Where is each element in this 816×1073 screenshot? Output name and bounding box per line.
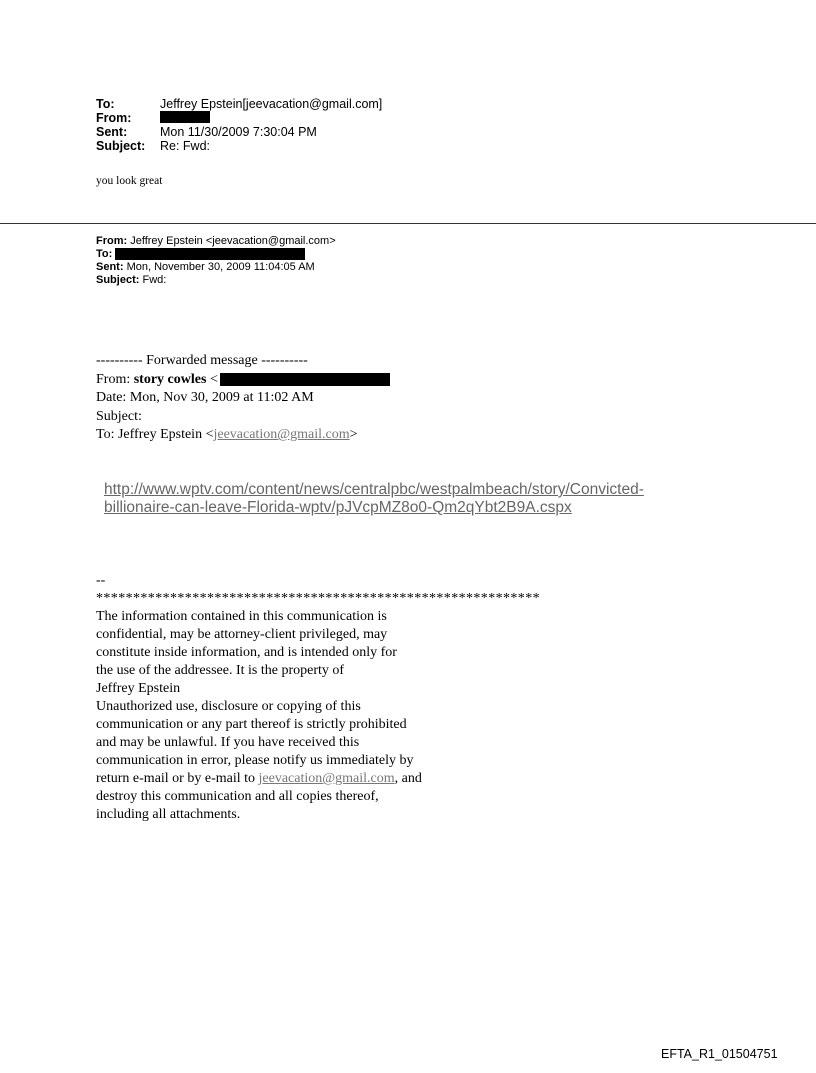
from-label-2: From: (96, 235, 128, 247)
notice-line: constitute inside information, and is intended only for (96, 645, 397, 660)
subject-value-2: Fwd: (142, 274, 167, 286)
article-link[interactable] (104, 481, 704, 517)
document-id: EFTA_R1_01504751 (661, 1047, 778, 1061)
redaction-box (160, 111, 210, 123)
notice-return-suffix: , and (394, 771, 422, 786)
sent-row (96, 125, 382, 139)
notice-line: communication or any part thereof is strictly prohibited (96, 717, 407, 732)
forward-separator: ---------- Forwarded message ---------- (96, 353, 308, 368)
signature-stars: ************************************************************ (96, 591, 540, 606)
subject-label-2: Subject: (96, 274, 140, 286)
signature-dash: -- (96, 573, 106, 588)
forward-from-name: story cowles (133, 371, 207, 387)
notice-line: including all attachments. (96, 807, 241, 822)
forward-from-partial: < (206, 371, 218, 387)
forward-to-email-link[interactable]: jeevacation@gmail.com (213, 427, 350, 442)
to-value: Jeffrey Epstein[jeevacation@gmail.com] (160, 97, 383, 111)
to-row-2 (96, 248, 336, 261)
forward-from-row (96, 371, 390, 390)
sent-label-2: Sent: (96, 261, 124, 273)
sent-label: Sent: (96, 125, 128, 139)
forward-date: Date: Mon, Nov 30, 2009 at 11:02 AM (96, 390, 314, 405)
subject-value: Re: Fwd: (160, 139, 211, 153)
article-link-line-2[interactable]: billionaire-can-leave-Florida-wptv/pJVcpMZ8o0-Qm2qYbt2B9A.cspx (104, 499, 572, 516)
notice-line: Unauthorized use, disclosure or copying of this (96, 699, 361, 714)
redaction-box (115, 248, 305, 260)
notice-line: communication in error, please notify us immediately by (96, 753, 414, 768)
notice-email-link[interactable]: jeevacation@gmail.com (258, 771, 395, 786)
sent-value: Mon 11/30/2009 7:30:04 PM (160, 125, 317, 139)
divider (0, 223, 816, 224)
notice-return-line (96, 770, 616, 788)
from-label: From: (96, 111, 132, 125)
sent-row-2 (96, 261, 336, 274)
from-row-2 (96, 235, 336, 248)
from-value-2: Jeffrey Epstein <jeevacation@gmail.com> (130, 235, 336, 247)
notice-line: confidential, may be attorney-client privileged, may (96, 627, 388, 642)
confidentiality-notice (96, 572, 616, 824)
to-label-2: To: (96, 248, 113, 260)
subject-label: Subject: (96, 139, 146, 153)
redaction-box (220, 373, 390, 386)
to-label: To: (96, 97, 115, 111)
forward-to-row (96, 426, 390, 445)
forward-to-prefix: To: Jeffrey Epstein < (96, 427, 214, 442)
from-row (96, 111, 382, 125)
subject-row-2 (96, 274, 336, 287)
article-link-line-1[interactable]: http://www.wptv.com/content/news/centralpbc/westpalmbeach/story/Convicted- (104, 481, 644, 498)
forwarded-message (96, 352, 390, 445)
notice-return-prefix: return e-mail or by e-mail to (96, 771, 259, 786)
forward-from-prefix: From: (96, 371, 134, 387)
email-body-1: you look great (96, 175, 163, 187)
subject-row (96, 139, 382, 153)
to-row (96, 97, 382, 111)
notice-line: The information contained in this communication is (96, 609, 387, 624)
forward-subject: Subject: (96, 408, 142, 424)
forward-to-suffix: > (349, 427, 358, 442)
sent-value-2: Mon, November 30, 2009 11:04:05 AM (126, 261, 315, 273)
notice-line: destroy this communication and all copies thereof, (96, 789, 379, 804)
email-header-2 (96, 235, 336, 287)
email-header-1 (96, 97, 382, 153)
notice-line: the use of the addressee. It is the property of (96, 663, 345, 678)
notice-line: and may be unlawful. If you have received this (96, 735, 360, 750)
notice-line: Jeffrey Epstein (96, 681, 181, 696)
